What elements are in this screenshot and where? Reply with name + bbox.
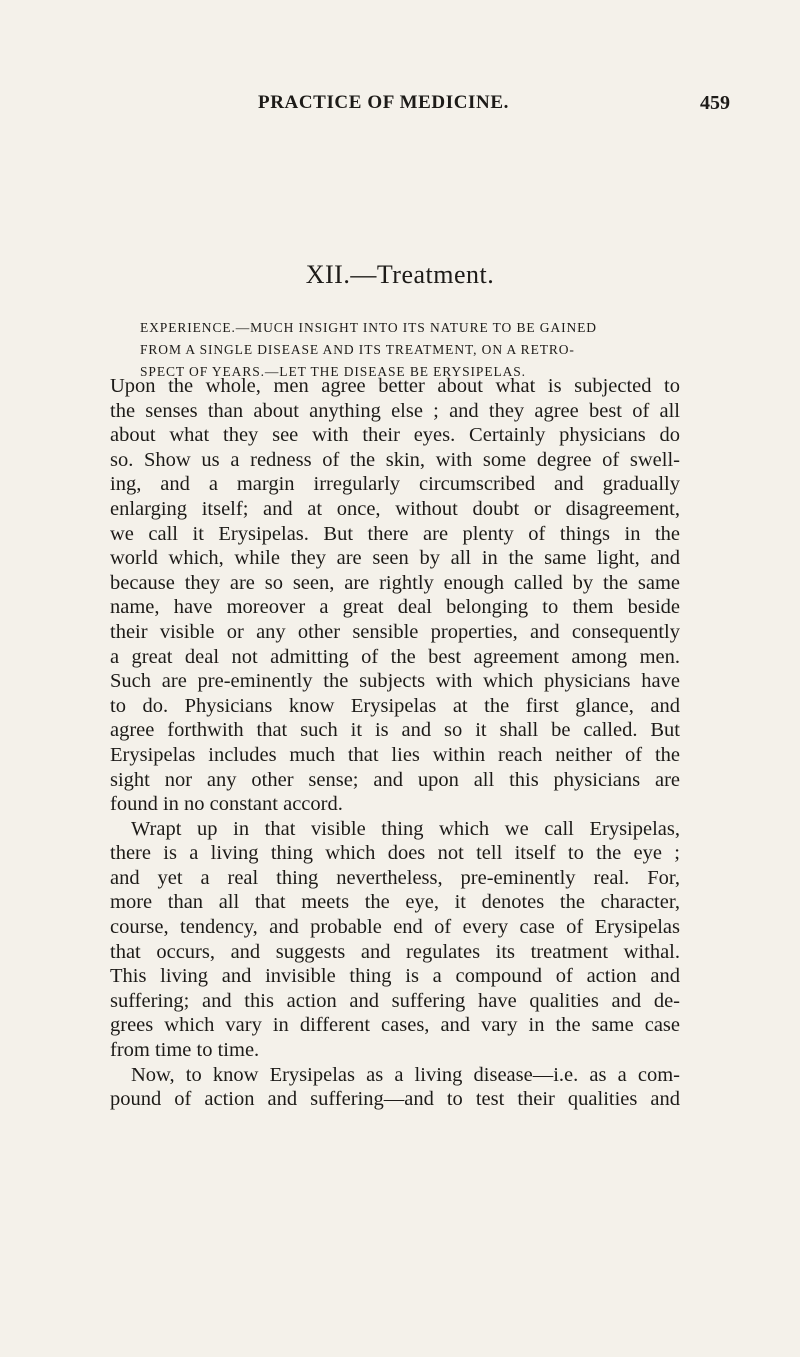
paragraph-line: because they are so seen, are rightly enough called by the same	[110, 571, 680, 594]
paragraph-line: their visible or any other sensible properties, and consequently	[110, 620, 680, 643]
body-text	[110, 374, 680, 1112]
paragraph-line: the senses than about anything else ; and they agree best of all	[110, 399, 680, 422]
paragraph-line: to do. Physicians know Erysipelas at the first glance, and	[110, 694, 680, 717]
paragraph-line: Wrapt up in that visible thing which we call Erysipelas,	[131, 817, 680, 840]
running-head	[0, 92, 800, 116]
paragraph-line: pound of action and suffering—and to test their qualities and	[110, 1088, 680, 1111]
paragraph-line: world which, while they are seen by all in the same light, and	[110, 547, 680, 570]
paragraph-line: Now, to know Erysipelas as a living disease—i.e. as a com-	[131, 1063, 680, 1086]
paragraph-line: Such are pre-eminently the subjects with which physicians have	[110, 670, 680, 693]
paragraph-line: agree forthwith that such it is and so it shall be called. But	[110, 719, 680, 742]
paragraph-line: a great deal not admitting of the best agreement among men.	[110, 645, 680, 668]
paragraph-line: from time to time.	[110, 1039, 260, 1062]
paragraph-line: and yet a real thing nevertheless, pre-eminently real. For,	[110, 866, 680, 889]
paragraph-line: we call it Erysipelas. But there are plenty of things in the	[110, 522, 680, 545]
paragraph-line: grees which vary in different cases, and vary in the same case	[110, 1014, 680, 1037]
paragraph-line: ing, and a margin irregularly circumscribed and gradually	[110, 473, 680, 496]
paragraph-line: that occurs, and suggests and regulates its treatment withal.	[110, 940, 680, 963]
paragraph-line: This living and invisible thing is a compound of action and	[110, 965, 680, 988]
paragraph-line: sight nor any other sense; and upon all this physicians are	[110, 768, 680, 791]
running-title: PRACTICE OF MEDICINE.	[258, 92, 509, 113]
paragraph-line: suffering; and this action and suffering have qualities and de-	[110, 989, 680, 1012]
page-number: 459	[700, 92, 730, 114]
paragraph-line: course, tendency, and probable end of every case of Erysipelas	[110, 916, 680, 939]
paragraph-line: Erysipelas includes much that lies within reach neither of the	[110, 743, 680, 766]
chapter-heading: XII.—Treatment.	[305, 260, 495, 289]
paragraph-line: about what they see with their eyes. Certainly physicians do	[110, 424, 680, 447]
paragraph-line: enlarging itself; and at once, without doubt or disagreement,	[110, 497, 680, 520]
synopsis-line: FROM A SINGLE DISEASE AND ITS TREATMENT, ON A RETRO-	[140, 342, 575, 357]
paragraph-line: there is a living thing which does not tell itself to the eye ;	[110, 842, 680, 865]
paragraph-line: found in no constant accord.	[110, 793, 343, 816]
paragraph-line: name, have moreover a great deal belonging to them beside	[110, 596, 680, 619]
paragraph-line: more than all that meets the eye, it denotes the character,	[110, 891, 680, 914]
paragraph-line: so. Show us a redness of the skin, with some degree of swell-	[110, 448, 680, 471]
synopsis-line: SPECT OF YEARS.—LET THE DISEASE BE ERYSIPELAS.	[140, 364, 526, 379]
paragraph-line: Upon the whole, men agree better about what is subjected to	[110, 375, 680, 397]
synopsis-line: EXPERIENCE.—MUCH INSIGHT INTO ITS NATURE TO BE GAINED	[140, 320, 597, 335]
